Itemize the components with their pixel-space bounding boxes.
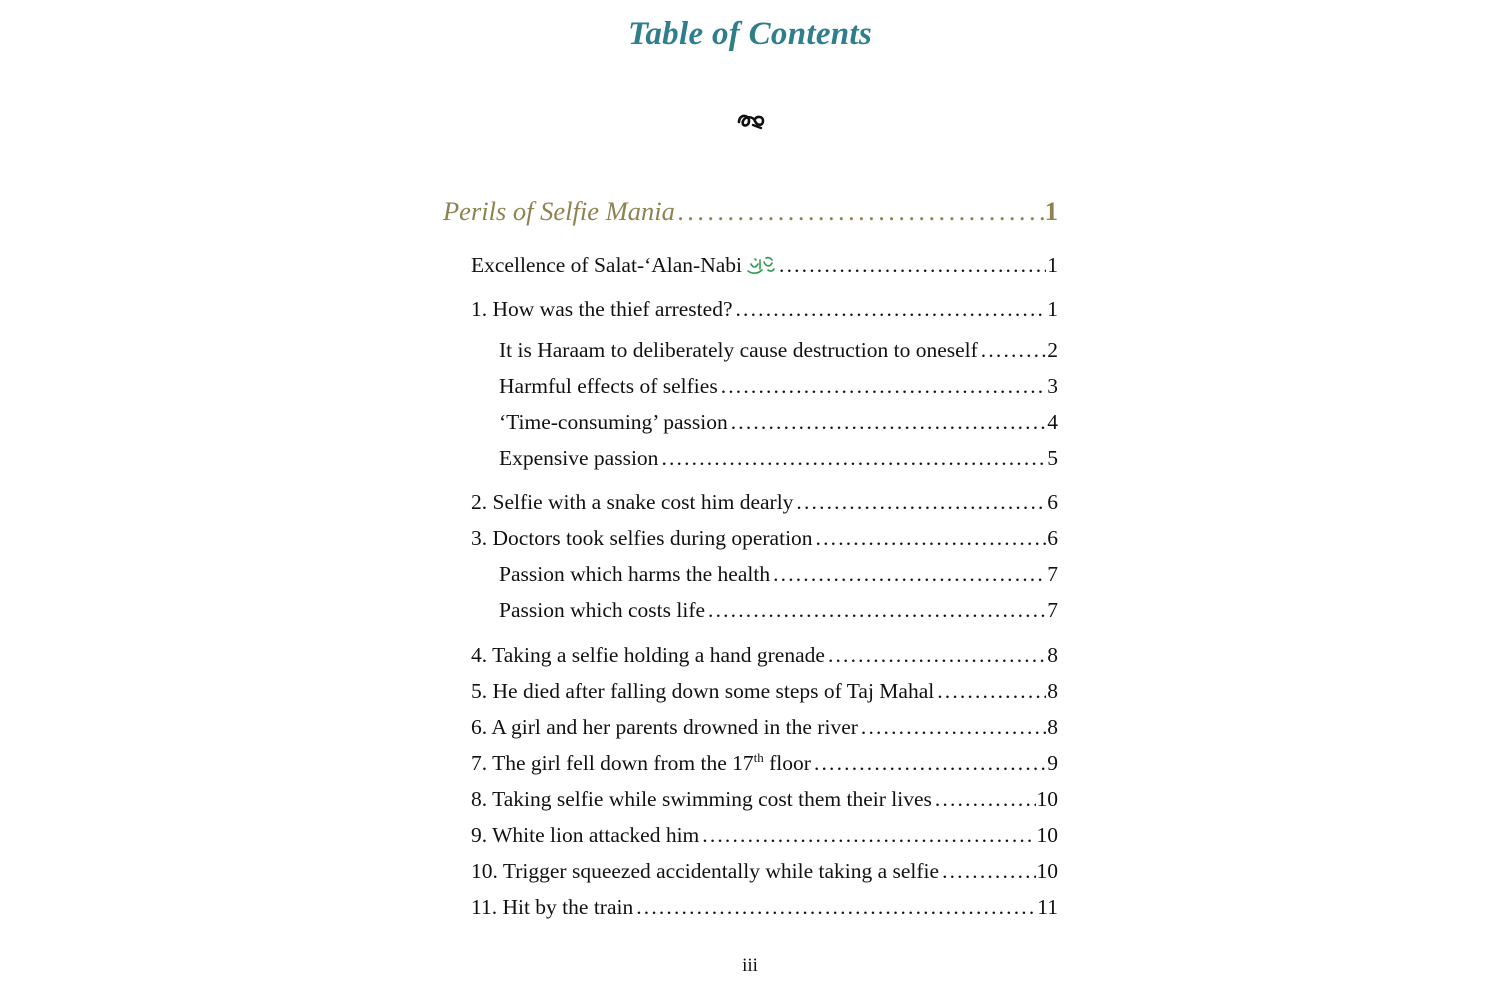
toc-entry-page: 1 bbox=[1047, 253, 1058, 277]
dot-leader bbox=[636, 892, 1036, 922]
toc-entry-label: 1. How was the thief arrested? bbox=[471, 297, 733, 321]
toc-entry[interactable] bbox=[471, 640, 1058, 670]
dot-leader bbox=[935, 784, 1036, 814]
salat-calligraphy-icon bbox=[746, 254, 776, 276]
toc-entry-page: 2 bbox=[1047, 338, 1058, 362]
toc-entry-label: 3. Doctors took selfies during operation bbox=[471, 526, 813, 550]
toc-entry-label: It is Haraam to deliberately cause destruction to oneself bbox=[499, 338, 978, 362]
toc-subentry[interactable] bbox=[499, 371, 1058, 401]
toc-entry-label: 2. Selfie with a snake cost him dearly bbox=[471, 490, 794, 514]
toc-entry-page: 10 bbox=[1036, 823, 1058, 847]
page-number: iii bbox=[742, 955, 758, 976]
toc-entry[interactable] bbox=[471, 748, 1058, 778]
toc-chapter[interactable] bbox=[443, 193, 1058, 229]
toc-entry-page: 6 bbox=[1047, 526, 1058, 550]
toc-entry-label: 7. The girl fell down from the 17th floor bbox=[471, 749, 811, 775]
toc-chapter-label: Perils of Selfie Mania bbox=[443, 196, 675, 226]
dot-leader bbox=[937, 676, 1046, 706]
dot-leader bbox=[702, 820, 1035, 850]
toc-entry-label: 5. He died after falling down some steps of Taj Mahal bbox=[471, 679, 935, 703]
dot-leader bbox=[736, 294, 1047, 324]
toc-entry-label: 8. Taking selfie while swimming cost them their lives bbox=[471, 787, 932, 811]
toc-entry-page: 3 bbox=[1047, 374, 1058, 398]
dot-leader bbox=[721, 371, 1047, 401]
toc-entry-page: 5 bbox=[1047, 446, 1058, 470]
toc-entry-page: 9 bbox=[1047, 751, 1058, 775]
dot-leader bbox=[814, 748, 1046, 778]
toc-entry-page: 8 bbox=[1047, 643, 1058, 667]
toc-entry-label: 6. A girl and her parents drowned in the river bbox=[471, 715, 858, 739]
toc-entry-label: 10. Trigger squeezed accidentally while taking a selfie bbox=[471, 859, 940, 883]
dot-leader bbox=[942, 856, 1035, 886]
toc-entry-page: 7 bbox=[1047, 598, 1058, 622]
dot-leader bbox=[779, 250, 1046, 280]
toc-entry[interactable] bbox=[471, 250, 1058, 280]
toc-entry-label: Harmful effects of selfies bbox=[499, 374, 718, 398]
toc-entry-label: 11. Hit by the train bbox=[471, 895, 634, 919]
toc-chapter-page: 1 bbox=[1044, 196, 1058, 226]
toc-subentry[interactable] bbox=[499, 407, 1058, 437]
toc-entry-label: 4. Taking a selfie holding a hand grenade bbox=[471, 643, 825, 667]
toc-entry-page: 8 bbox=[1047, 679, 1058, 703]
toc-subentry[interactable] bbox=[499, 595, 1058, 625]
toc-entry[interactable] bbox=[471, 523, 1058, 553]
toc-entry-page: 10 bbox=[1036, 787, 1058, 811]
toc-entry-label: Excellence of Salat-‘Alan-Nabi bbox=[471, 253, 743, 277]
toc-entry-label: Passion which harms the health bbox=[499, 562, 771, 586]
dot-leader bbox=[678, 193, 1044, 229]
dot-leader bbox=[773, 559, 1046, 589]
page-title: Table of Contents bbox=[627, 16, 873, 52]
toc-entry[interactable] bbox=[471, 676, 1058, 706]
dot-leader bbox=[661, 443, 1046, 473]
dot-leader bbox=[731, 407, 1047, 437]
toc-entry-page: 11 bbox=[1037, 895, 1058, 919]
toc-entry-page: 6 bbox=[1047, 490, 1058, 514]
toc-entry[interactable] bbox=[471, 784, 1058, 814]
toc-entry[interactable] bbox=[471, 487, 1058, 517]
toc-entry-page: 8 bbox=[1047, 715, 1058, 739]
toc-entry-page: 7 bbox=[1047, 562, 1058, 586]
toc-entry-label: ‘Time-consuming’ passion bbox=[499, 410, 728, 434]
toc-entry[interactable] bbox=[471, 820, 1058, 850]
dot-leader bbox=[861, 712, 1046, 742]
toc-subentry[interactable] bbox=[499, 335, 1058, 365]
dot-leader bbox=[708, 595, 1046, 625]
dot-leader bbox=[981, 335, 1046, 365]
toc-entry-page: 4 bbox=[1047, 410, 1058, 434]
toc-entry-label: Expensive passion bbox=[499, 446, 659, 470]
toc-entry-page: 1 bbox=[1047, 297, 1058, 321]
toc-entry[interactable] bbox=[471, 892, 1058, 922]
toc-subentry[interactable] bbox=[499, 559, 1058, 589]
dot-leader bbox=[816, 523, 1047, 553]
toc-entry[interactable] bbox=[471, 294, 1058, 324]
toc-entry[interactable] bbox=[471, 712, 1058, 742]
toc-entry-label: Passion which costs life bbox=[499, 598, 706, 622]
toc-entry-page: 10 bbox=[1036, 859, 1058, 883]
toc-entry[interactable] bbox=[471, 856, 1058, 886]
toc-entry-label: 9. White lion attacked him bbox=[471, 823, 700, 847]
toc-subentry[interactable] bbox=[499, 443, 1058, 473]
dot-leader bbox=[828, 640, 1046, 670]
dot-leader bbox=[796, 487, 1046, 517]
